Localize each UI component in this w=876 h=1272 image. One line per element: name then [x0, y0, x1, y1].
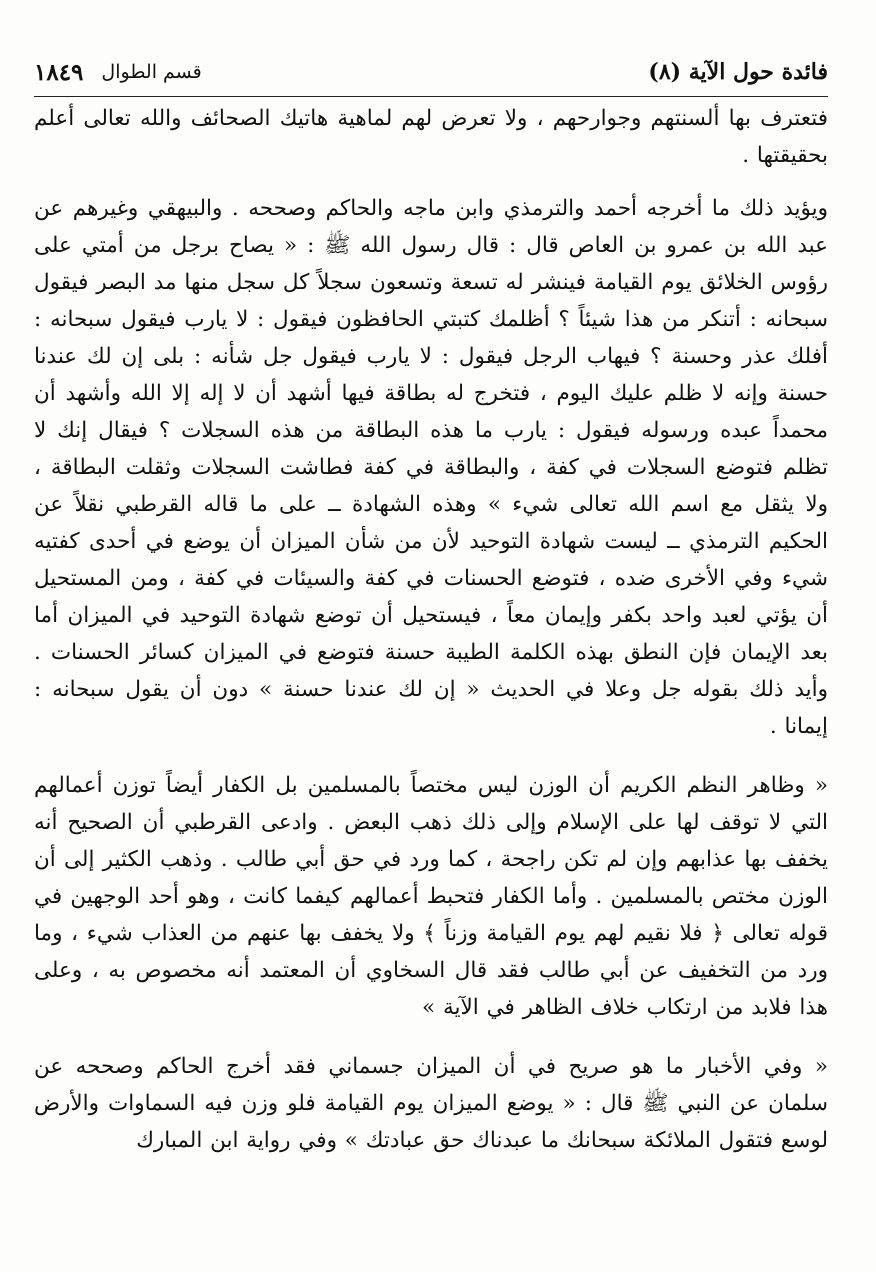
- page-header: [34, 48, 828, 97]
- paragraph-2: ويؤيد ذلك ما أخرجه أحمد والترمذي وابن ماجه والحاكم وصححه . والبيهقي وغيرهم عن عبد الله بن عمرو بن العاص قال : قال رسول الله ﷺ : « يصاح برجل من أمتي على رؤوس الخلائق يوم القيامة فينشر له تسعة وتسعون سجلاً كل سجل منها مد البصر فيقول سبحانه : أتنكر من هذا شيئاً ؟ أظلمك كتبتي الحافظون فيقول : لا يارب فيقول سبحانه : أفلك عذر وحسنة ؟ فيهاب الرجل فيقول : لا يارب فيقول جل شأنه : بلى إن لك عندنا حسنة وإنه لا ظلم عليك اليوم ، فتخرج له بطاقة فيها أشهد أن لا إله إلا الله وأشهد أن محمداً عبده ورسوله فيقول : يارب ما هذه البطاقة من هذه السجلات ؟ فيقال إنك لا تظلم فتوضع السجلات في كفة ، والبطاقة في كفة فطاشت السجلات وثقلت البطاقة ، ولا يثقل مع اسم الله تعالى شيء » وهذه الشهادة ــ على ما قاله القرطبي نقلاً عن الحكيم الترمذي ــ ليست شهادة التوحيد لأن من شأن الميزان أن يوضع في أحدى كفتيه شيء وفي الأخرى ضده ، فتوضع الحسنات في كفة والسيئات في كفة ، ومن المستحيل أن يؤتي لعبد واحد بكفر وإيمان معاً ، فيستحيل أن توضع شهادة التوحيد في الميزان أما بعد الإيمان فإن النطق بهذه الكلمة الطيبة حسنة فتوضع في الميزان كسائر الحسنات . وأيد ذلك بقوله جل وعلا في الحديث « إن لك عندنا حسنة » دون أن يقول سبحانه : إيمانا .: [34, 196, 828, 739]
- header-left-group: [34, 59, 202, 86]
- section-name: قسم الطوال: [101, 61, 202, 83]
- running-title: فائدة حول الآية (٨): [648, 59, 828, 85]
- paragraph-1: فتعترف بها ألسنتهم وجوارحهم ، ولا تعرض لهم لماهية هاتيك الصحائف والله تعالى أعلم بحقيقتها .: [34, 106, 828, 168]
- body-text: [34, 100, 828, 1159]
- paragraph-4: « وفي الأخبار ما هو صريح في أن الميزان جسماني فقد أخرج الحاكم وصححه عن سلمان عن النبي ﷺ قال : « يوضع الميزان يوم القيامة فلو وزن فيه السماوات والأرض لوسع فتقول الملائكة سبحانك ما عبدناك حق عبادتك » وفي رواية ابن المبارك: [34, 1054, 828, 1153]
- page-number: ١٨٤٩: [34, 58, 84, 86]
- paragraph-3: « وظاهر النظم الكريم أن الوزن ليس مختصاً بالمسلمين بل الكفار أيضاً توزن أعمالهم التي لا توقف لها على الإسلام وإلى ذلك ذهب البعض . وادعى القرطبي أن الصحيح أنه يخفف بها عذابهم وإن لم تكن راجحة ، كما ورد في حق أبي طالب . وذهب الكثير إلى أن الوزن مختص بالمسلمين . وأما الكفار فتحبط أعمالهم كيفما كانت ، وهو أحد الوجهين في قوله تعالى ﴿ فلا نقيم لهم يوم القيامة وزناً ﴾ ولا يخفف بها عنهم من العذاب شيء ، وما ورد من التخفيف عن أبي طالب فقد قال السخاوي أن المعتمد أنه مخصوص به ، وعلى هذا فلابد من ارتكاب خلاف الظاهر في الآية »: [34, 773, 828, 1020]
